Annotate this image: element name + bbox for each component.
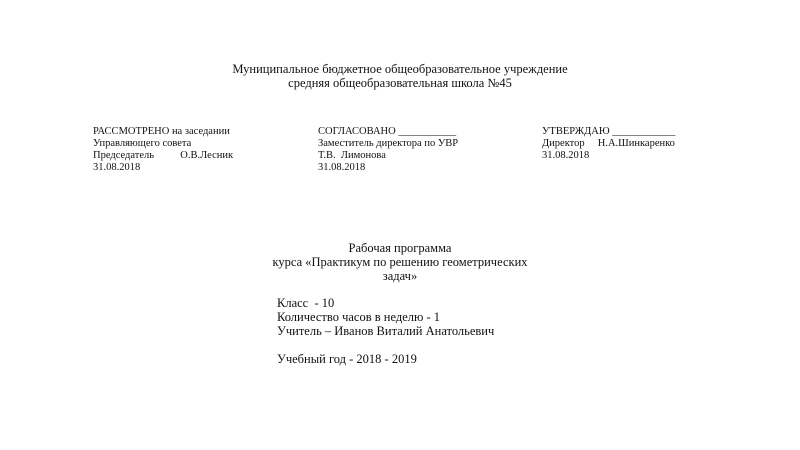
- agreed-date: 31.08.2018: [318, 162, 366, 173]
- program-title: [0, 241, 800, 283]
- agreed-block: [318, 126, 458, 174]
- agreed-person: Т.В. Лимонова: [318, 150, 386, 161]
- reviewed-block: [93, 126, 233, 174]
- school-name: средняя общеобразовательная школа №45: [288, 76, 512, 90]
- approved-block: [542, 126, 675, 162]
- grade-text: Класс - 10: [277, 296, 335, 310]
- agreed-position: Заместитель директора по УВР: [318, 138, 459, 149]
- spacer: [277, 338, 494, 352]
- approved-heading: УТВЕРЖДАЮ ____________: [542, 126, 676, 137]
- school-year-text: Учебный год - 2018 - 2019: [277, 352, 417, 366]
- school-type: Муниципальное бюджетное общеобразовательное учреждение: [232, 62, 568, 76]
- program-title-line2: курса «Практикум по решению геометрических: [272, 255, 528, 269]
- reviewed-council: Управляющего совета: [93, 138, 192, 149]
- course-info: [277, 296, 494, 366]
- agreed-heading: СОГЛАСОВАНО ___________: [318, 126, 457, 137]
- reviewed-heading: РАССМОТРЕНО на заседании: [93, 126, 230, 137]
- program-title-line3: задач»: [382, 269, 418, 283]
- approved-date: 31.08.2018: [542, 150, 590, 161]
- reviewed-chair: Председатель О.В.Лесник: [93, 150, 234, 161]
- hours-text: Количество часов в неделю - 1: [277, 310, 440, 324]
- reviewed-date: 31.08.2018: [93, 162, 141, 173]
- program-title-line1: Рабочая программа: [348, 241, 452, 255]
- approved-director: Директор Н.А.Шинкаренко: [542, 138, 675, 149]
- school-header: [0, 62, 800, 90]
- teacher-text: Учитель – Иванов Виталий Анатольевич: [277, 324, 495, 338]
